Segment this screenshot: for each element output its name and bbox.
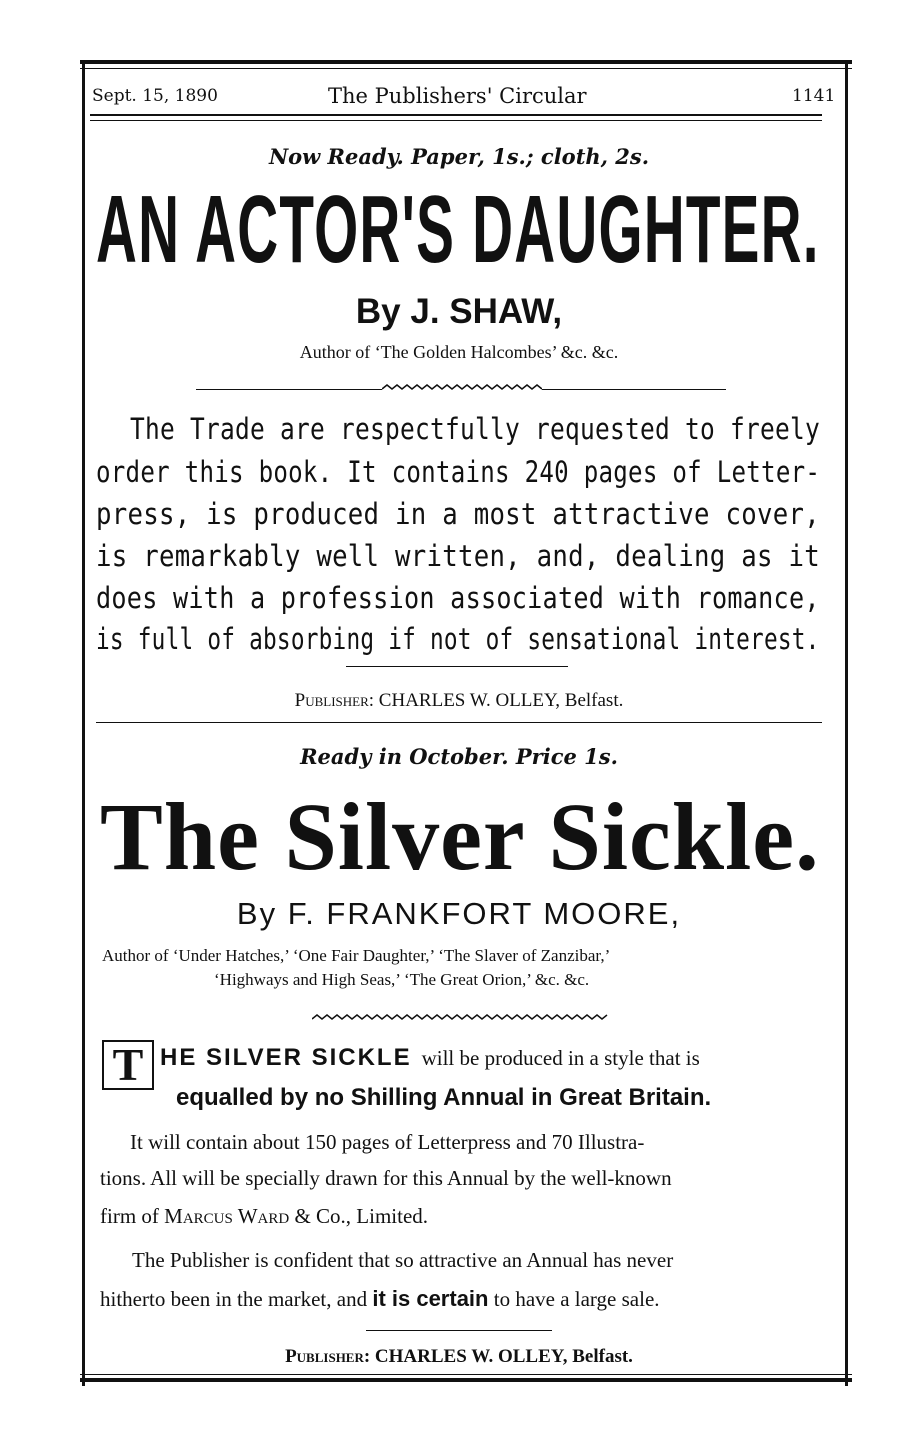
ad2-author-note-line2: ‘Highways and High Seas,’ ‘The Great Orion,’ &c. &c. <box>214 970 590 989</box>
bottom-border-rule <box>80 1378 852 1382</box>
ad2-squiggle-ornament <box>312 1014 608 1024</box>
ad2-author-note-line1: Author of ‘Under Hatches,’ ‘One Fair Daughter,’ ‘The Slaver of Zanzibar,’ <box>102 946 611 965</box>
ad2-para3-line1: The Publisher is confident that so attractive an Annual has never <box>132 1248 674 1272</box>
ad2-title: The Silver Sickle. <box>100 783 820 890</box>
ad1-body-line: The Trade are respectfully requested to freely <box>130 412 820 446</box>
ad1-author-note: Author of ‘The Golden Halcombes’ &c. &c. <box>299 342 619 362</box>
top-border-rule <box>80 60 852 64</box>
header-date: Sept. 15, 1890 <box>92 86 218 106</box>
section-divider <box>96 722 822 723</box>
ad1-body-line: press, is produced in a most attractive cover, <box>96 497 820 531</box>
ad1-tagline: Now Ready. Paper, 1s.; cloth, 2s. <box>268 144 650 169</box>
ad1-body-line: is remarkably well written, and, dealing as it <box>96 539 820 573</box>
ad2-para3-line2-a: hitherto been in the market, and <box>100 1287 368 1311</box>
ad2-drop-cap <box>102 1040 154 1090</box>
ad1-body-line: does with a profession associated with romance, <box>96 581 820 615</box>
ad2-para1-rest: will be produced in a style that is <box>421 1046 700 1070</box>
bottom-border-rule-thin <box>80 1374 852 1375</box>
ad2-para3-line2 <box>100 1286 660 1312</box>
ad1-byline: By J. SHAW, <box>355 292 563 331</box>
ad2-para1-line2: equalled by no Shilling Annual in Great Britain. <box>176 1084 712 1111</box>
right-border-rule <box>845 60 848 1386</box>
ad2-tagline: Ready in October. Price 1s. <box>300 744 618 769</box>
left-border-rule <box>82 60 85 1386</box>
ad2-para2-line2: tions. All will be specially drawn for this Annual by the well-known <box>100 1166 672 1190</box>
ad1-publisher-rule <box>346 666 568 667</box>
ad1-publisher-label: Publisher <box>294 690 369 711</box>
ad1-publisher-line <box>0 690 918 712</box>
ad2-para1-caps: HE SILVER SICKLE <box>160 1044 412 1071</box>
ad1-publisher-name: : CHARLES W. OLLEY, Belfast. <box>368 690 624 711</box>
ad2-publisher-line <box>0 1346 918 1368</box>
ad2-publisher-rule <box>366 1330 552 1331</box>
ad2-para1-line1 <box>160 1044 700 1072</box>
ad2-para2-line3-caps: Marcus Ward <box>164 1204 290 1228</box>
ad1-body-line: order this book. It contains 240 pages of Letter- <box>96 455 821 489</box>
ad2-para3-line2-bold: it is certain <box>372 1286 489 1311</box>
header-rule-thick <box>90 114 822 116</box>
ad2-para2-line3 <box>100 1204 428 1229</box>
ad1-title: AN ACTOR'S DAUGHTER. <box>96 176 820 283</box>
ad2-para3-line2-b: to have a large sale. <box>493 1287 660 1311</box>
ad1-divider-left <box>196 389 382 390</box>
ad2-para2-line3-b: & Co., Limited. <box>294 1204 429 1228</box>
ad2-para2-line3-a: firm of <box>100 1204 159 1228</box>
ad1-divider-right <box>542 389 726 390</box>
ad2-para2-line1: It will contain about 150 pages of Letterpress and 70 Illustra- <box>130 1130 645 1154</box>
ad2-drop-cap-letter: T <box>112 1039 144 1090</box>
header-page-number: 1141 <box>792 86 836 106</box>
header-rule-thin <box>90 120 822 121</box>
ad2-publisher-label: Publisher <box>285 1346 364 1367</box>
ad1-squiggle-ornament <box>382 384 542 394</box>
top-border-rule-thin <box>80 68 852 69</box>
ad1-body-line: is full of absorbing if not of sensational interest. <box>96 622 820 656</box>
header-title: The Publishers' Circular <box>328 84 587 108</box>
ad2-byline: By F. FRANKFORT MOORE, <box>236 896 682 931</box>
ad2-publisher-name: : CHARLES W. OLLEY, Belfast. <box>363 1346 633 1367</box>
